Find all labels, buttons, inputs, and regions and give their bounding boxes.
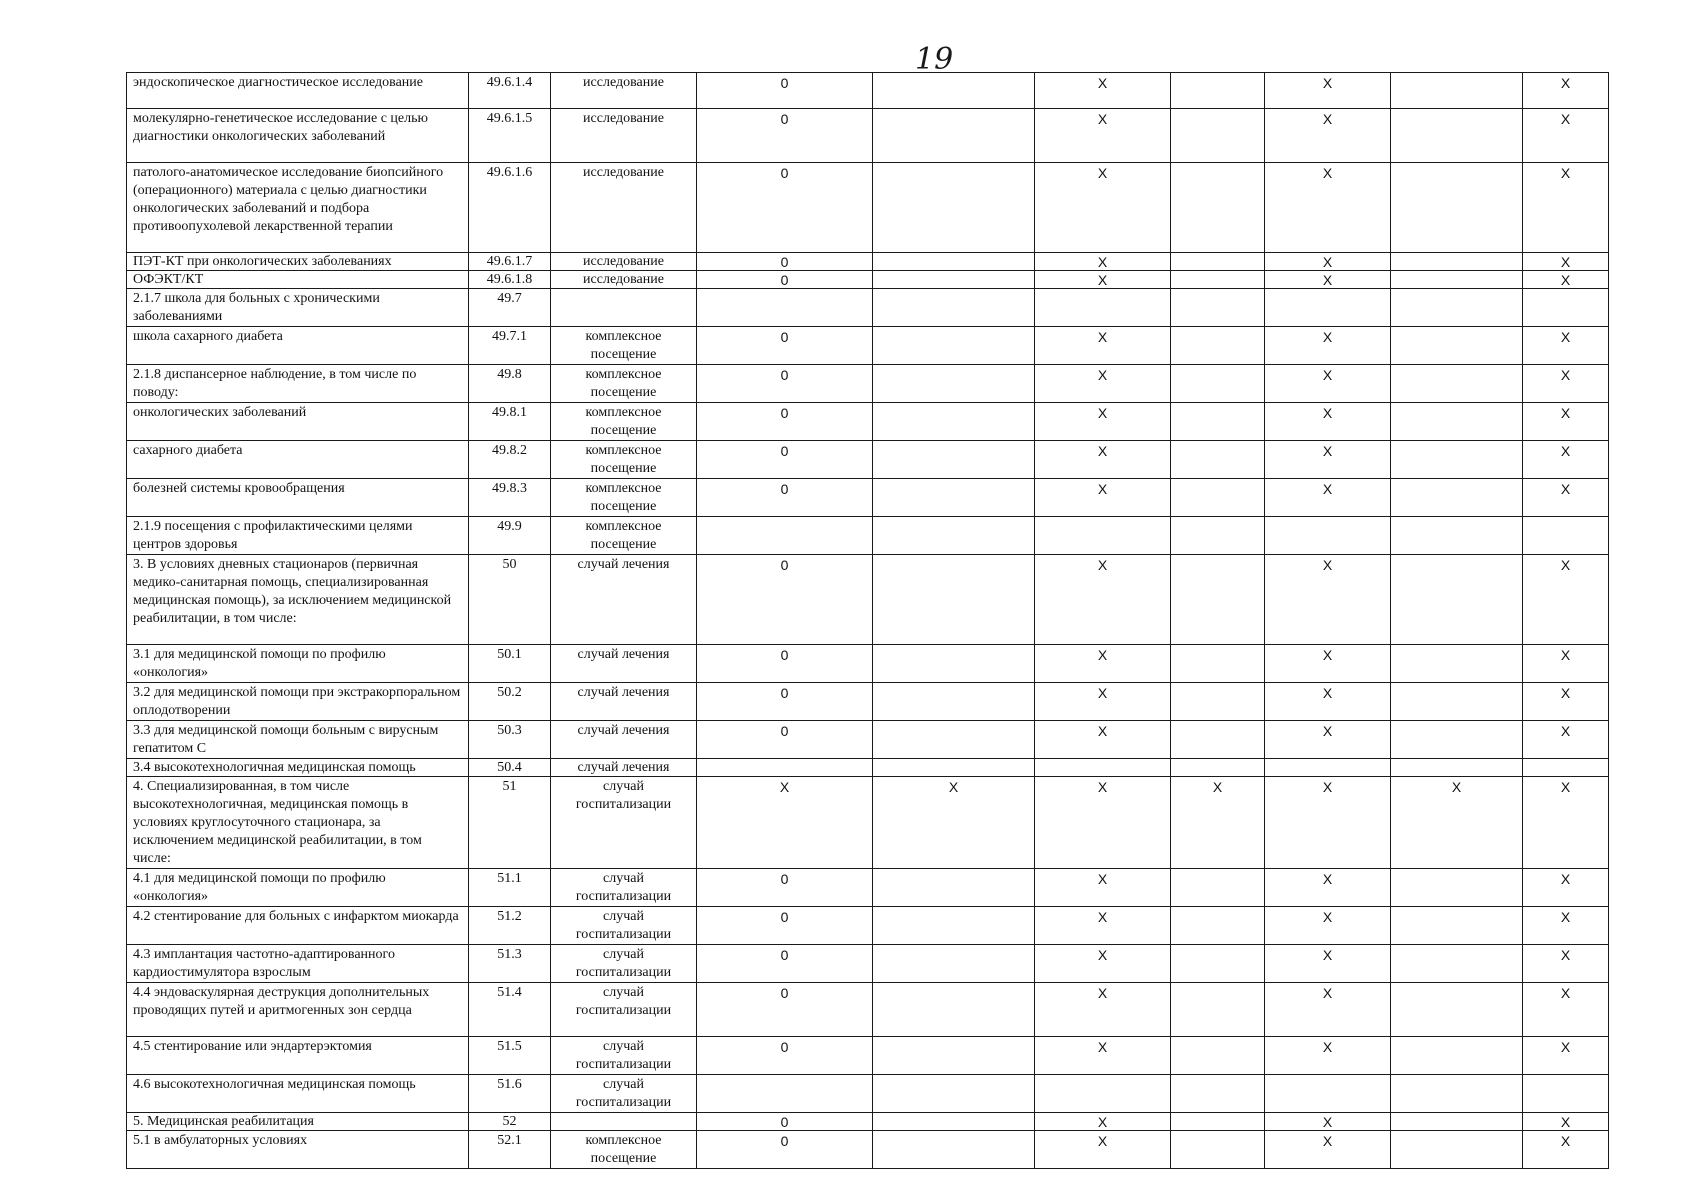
value-cell <box>873 271 1035 289</box>
value-cell: X <box>1523 945 1609 983</box>
value-cell <box>873 759 1035 777</box>
value-cell <box>1035 1075 1171 1113</box>
value-cell <box>1171 645 1265 683</box>
value-cell <box>873 1113 1035 1131</box>
value-cell <box>1171 479 1265 517</box>
table-row <box>127 517 1609 555</box>
row-name-cell: ПЭТ-КТ при онкологических заболеваниях <box>127 253 469 271</box>
value-cell <box>1171 555 1265 645</box>
row-name-cell: 2.1.7 школа для больных с хроническими заболеваниями <box>127 289 469 327</box>
value-cell <box>1171 365 1265 403</box>
row-name-cell: онкологических заболеваний <box>127 403 469 441</box>
row-unit-cell: исследование <box>551 271 697 289</box>
value-cell: X <box>1035 109 1171 163</box>
value-cell <box>1171 945 1265 983</box>
value-cell: X <box>1265 683 1391 721</box>
value-cell <box>873 109 1035 163</box>
value-cell: X <box>1035 365 1171 403</box>
row-unit-cell: исследование <box>551 73 697 109</box>
data-table <box>126 72 1609 1169</box>
value-cell: X <box>1035 983 1171 1037</box>
value-cell <box>1265 517 1391 555</box>
row-unit-cell: случай лечения <box>551 555 697 645</box>
row-unit-cell: исследование <box>551 109 697 163</box>
row-name-cell: 2.1.8 диспансерное наблюдение, в том числе по поводу: <box>127 365 469 403</box>
value-cell: X <box>1523 441 1609 479</box>
value-cell: 0 <box>697 945 873 983</box>
row-unit-cell: комплексное посещение <box>551 365 697 403</box>
value-cell <box>1391 721 1523 759</box>
value-cell: 0 <box>697 645 873 683</box>
row-unit-cell: комплексное посещение <box>551 403 697 441</box>
value-cell <box>873 441 1035 479</box>
row-unit-cell: случай лечения <box>551 683 697 721</box>
row-name-cell: 5. Медицинская реабилитация <box>127 1113 469 1131</box>
value-cell: X <box>1265 945 1391 983</box>
table-row <box>127 555 1609 645</box>
value-cell <box>873 479 1035 517</box>
value-cell: X <box>1523 721 1609 759</box>
row-name-cell: 3.3 для медицинской помощи больным с вирусным гепатитом С <box>127 721 469 759</box>
value-cell <box>1391 759 1523 777</box>
row-unit-cell: случай лечения <box>551 645 697 683</box>
row-number-cell: 49.6.1.6 <box>469 163 551 253</box>
table-row <box>127 683 1609 721</box>
value-cell: 0 <box>697 907 873 945</box>
value-cell <box>1171 907 1265 945</box>
value-cell: X <box>1035 1037 1171 1075</box>
row-number-cell: 51.1 <box>469 869 551 907</box>
value-cell <box>1035 759 1171 777</box>
page-number: 19 <box>915 42 954 77</box>
value-cell: 0 <box>697 163 873 253</box>
row-unit-cell: случай лечения <box>551 759 697 777</box>
row-number-cell: 50.1 <box>469 645 551 683</box>
value-cell: X <box>1265 73 1391 109</box>
row-name-cell: 2.1.9 посещения с профилактическими целями центров здоровья <box>127 517 469 555</box>
value-cell: X <box>1265 555 1391 645</box>
table-row <box>127 869 1609 907</box>
value-cell <box>1523 289 1609 327</box>
value-cell: X <box>1523 645 1609 683</box>
value-cell <box>1391 945 1523 983</box>
value-cell: X <box>1035 555 1171 645</box>
table-row <box>127 163 1609 253</box>
row-unit-cell: случай госпитализации <box>551 777 697 869</box>
value-cell: X <box>1523 163 1609 253</box>
row-name-cell: 3.1 для медицинской помощи по профилю «онкология» <box>127 645 469 683</box>
value-cell <box>1171 683 1265 721</box>
row-unit-cell: комплексное посещение <box>551 517 697 555</box>
value-cell <box>1171 271 1265 289</box>
value-cell: X <box>1035 271 1171 289</box>
value-cell <box>873 1075 1035 1113</box>
value-cell <box>1171 517 1265 555</box>
row-number-cell: 49.6.1.7 <box>469 253 551 271</box>
value-cell: X <box>1035 1113 1171 1131</box>
row-number-cell: 49.8.3 <box>469 479 551 517</box>
value-cell <box>873 721 1035 759</box>
value-cell <box>1265 759 1391 777</box>
value-cell: X <box>1265 441 1391 479</box>
row-unit-cell: случай госпитализации <box>551 983 697 1037</box>
row-number-cell: 49.6.1.8 <box>469 271 551 289</box>
row-unit-cell: исследование <box>551 163 697 253</box>
value-cell <box>873 365 1035 403</box>
value-cell: 0 <box>697 271 873 289</box>
value-cell: X <box>1265 271 1391 289</box>
value-cell <box>873 289 1035 327</box>
table-row <box>127 1113 1609 1131</box>
row-unit-cell: исследование <box>551 253 697 271</box>
value-cell <box>1391 1113 1523 1131</box>
table-body <box>127 73 1609 1169</box>
row-name-cell: ОФЭКТ/КТ <box>127 271 469 289</box>
row-name-cell: 3. В условиях дневных стационаров (первичная медико-санитарная помощь, специализированная медицинская помощь), за исключением медицинской реабилитации, в том числе: <box>127 555 469 645</box>
value-cell: X <box>1035 73 1171 109</box>
value-cell: X <box>1523 403 1609 441</box>
row-number-cell: 51.6 <box>469 1075 551 1113</box>
value-cell <box>873 645 1035 683</box>
row-number-cell: 50.2 <box>469 683 551 721</box>
value-cell <box>1171 1131 1265 1169</box>
table-row <box>127 759 1609 777</box>
row-unit-cell: комплексное посещение <box>551 441 697 479</box>
value-cell <box>697 517 873 555</box>
row-name-cell: 4.2 стентирование для больных с инфарктом миокарда <box>127 907 469 945</box>
value-cell: X <box>1523 365 1609 403</box>
table-row <box>127 1131 1609 1169</box>
value-cell: 0 <box>697 403 873 441</box>
row-unit-cell <box>551 289 697 327</box>
value-cell: 0 <box>697 1037 873 1075</box>
row-unit-cell: комплексное посещение <box>551 327 697 365</box>
row-number-cell: 51.2 <box>469 907 551 945</box>
value-cell <box>1391 645 1523 683</box>
row-unit-cell: случай госпитализации <box>551 1075 697 1113</box>
value-cell <box>1391 403 1523 441</box>
row-unit-cell: случай госпитализации <box>551 869 697 907</box>
row-name-cell: школа сахарного диабета <box>127 327 469 365</box>
value-cell <box>1171 869 1265 907</box>
value-cell <box>1391 289 1523 327</box>
row-number-cell: 50.4 <box>469 759 551 777</box>
value-cell: X <box>1523 869 1609 907</box>
value-cell <box>697 759 873 777</box>
row-name-cell: 4.4 эндоваскулярная деструкция дополнительных проводящих путей и аритмогенных зон сердца <box>127 983 469 1037</box>
value-cell: X <box>1265 721 1391 759</box>
value-cell: X <box>1265 479 1391 517</box>
value-cell: X <box>1523 683 1609 721</box>
row-name-cell: сахарного диабета <box>127 441 469 479</box>
row-name-cell: 4.6 высокотехнологичная медицинская помощь <box>127 1075 469 1113</box>
value-cell <box>1265 1075 1391 1113</box>
value-cell: 0 <box>697 253 873 271</box>
row-name-cell: 4.1 для медицинской помощи по профилю «онкология» <box>127 869 469 907</box>
value-cell: X <box>1035 1131 1171 1169</box>
value-cell <box>873 73 1035 109</box>
value-cell: 0 <box>697 327 873 365</box>
value-cell <box>873 907 1035 945</box>
row-name-cell: 4.3 имплантация частотно-адаптированного кардиостимулятора взрослым <box>127 945 469 983</box>
value-cell: 0 <box>697 109 873 163</box>
value-cell: X <box>1265 365 1391 403</box>
value-cell: X <box>1523 271 1609 289</box>
value-cell <box>1391 327 1523 365</box>
value-cell: 0 <box>697 479 873 517</box>
table-row <box>127 271 1609 289</box>
row-name-cell: 4. Специализированная, в том числе высокотехнологичная, медицинская помощь в условиях круглосуточного стационара, за исключением медицинской реабилитации, в том числе: <box>127 777 469 869</box>
row-number-cell: 49.9 <box>469 517 551 555</box>
table-row <box>127 403 1609 441</box>
value-cell: 0 <box>697 555 873 645</box>
row-name-cell: 3.2 для медицинской помощи при экстракорпоральном оплодотворении <box>127 683 469 721</box>
row-number-cell: 49.6.1.4 <box>469 73 551 109</box>
value-cell <box>1391 555 1523 645</box>
value-cell <box>1171 1075 1265 1113</box>
value-cell: X <box>1523 253 1609 271</box>
table-row <box>127 365 1609 403</box>
value-cell: X <box>1265 109 1391 163</box>
row-unit-cell: случай госпитализации <box>551 945 697 983</box>
value-cell <box>1171 1113 1265 1131</box>
value-cell <box>1391 517 1523 555</box>
table-row <box>127 983 1609 1037</box>
table-row <box>127 1037 1609 1075</box>
value-cell <box>1171 109 1265 163</box>
value-cell: 0 <box>697 441 873 479</box>
row-unit-cell: комплексное посещение <box>551 1131 697 1169</box>
table-row <box>127 73 1609 109</box>
value-cell <box>1391 365 1523 403</box>
value-cell <box>1391 983 1523 1037</box>
value-cell: X <box>1265 645 1391 683</box>
value-cell: X <box>1035 683 1171 721</box>
row-number-cell: 52.1 <box>469 1131 551 1169</box>
value-cell: X <box>1171 777 1265 869</box>
value-cell: X <box>1265 1113 1391 1131</box>
value-cell: X <box>1265 907 1391 945</box>
value-cell <box>873 683 1035 721</box>
row-number-cell: 49.8 <box>469 365 551 403</box>
value-cell: X <box>1391 777 1523 869</box>
row-unit-cell: случай лечения <box>551 721 697 759</box>
value-cell <box>1171 289 1265 327</box>
row-number-cell: 51.4 <box>469 983 551 1037</box>
value-cell <box>1171 1037 1265 1075</box>
row-number-cell: 49.7 <box>469 289 551 327</box>
value-cell: X <box>1035 403 1171 441</box>
table-row <box>127 721 1609 759</box>
row-number-cell: 49.6.1.5 <box>469 109 551 163</box>
value-cell <box>1391 163 1523 253</box>
value-cell: X <box>1523 327 1609 365</box>
value-cell: X <box>1523 907 1609 945</box>
row-number-cell: 49.8.1 <box>469 403 551 441</box>
row-number-cell: 51.5 <box>469 1037 551 1075</box>
value-cell <box>873 253 1035 271</box>
value-cell <box>1171 163 1265 253</box>
value-cell: X <box>1035 253 1171 271</box>
row-name-cell: эндоскопическое диагностическое исследование <box>127 73 469 109</box>
value-cell <box>1391 73 1523 109</box>
value-cell: X <box>1265 777 1391 869</box>
row-unit-cell: случай госпитализации <box>551 907 697 945</box>
value-cell <box>1391 1131 1523 1169</box>
row-unit-cell <box>551 1113 697 1131</box>
value-cell <box>1171 441 1265 479</box>
value-cell: X <box>1265 983 1391 1037</box>
table-row <box>127 441 1609 479</box>
value-cell <box>1391 683 1523 721</box>
row-unit-cell: комплексное посещение <box>551 479 697 517</box>
value-cell <box>1171 759 1265 777</box>
value-cell: X <box>1523 479 1609 517</box>
value-cell <box>873 983 1035 1037</box>
row-name-cell: 3.4 высокотехнологичная медицинская помощь <box>127 759 469 777</box>
value-cell: X <box>1265 869 1391 907</box>
table-row <box>127 907 1609 945</box>
value-cell <box>1391 1037 1523 1075</box>
value-cell <box>873 1131 1035 1169</box>
value-cell: X <box>1035 945 1171 983</box>
value-cell: 0 <box>697 365 873 403</box>
value-cell <box>1171 253 1265 271</box>
value-cell: X <box>1035 441 1171 479</box>
value-cell <box>1391 479 1523 517</box>
value-cell: X <box>1265 1131 1391 1169</box>
value-cell: 0 <box>697 1113 873 1131</box>
row-number-cell: 50.3 <box>469 721 551 759</box>
value-cell: X <box>1523 1131 1609 1169</box>
value-cell: X <box>1523 777 1609 869</box>
value-cell <box>873 517 1035 555</box>
value-cell <box>1171 403 1265 441</box>
value-cell: 0 <box>697 721 873 759</box>
value-cell <box>1391 253 1523 271</box>
value-cell: X <box>873 777 1035 869</box>
table-row <box>127 327 1609 365</box>
value-cell: 0 <box>697 983 873 1037</box>
value-cell <box>1391 441 1523 479</box>
value-cell <box>873 327 1035 365</box>
value-cell <box>1391 907 1523 945</box>
value-cell: X <box>1035 907 1171 945</box>
row-number-cell: 51.3 <box>469 945 551 983</box>
value-cell <box>1171 721 1265 759</box>
table-row <box>127 289 1609 327</box>
value-cell: X <box>1035 327 1171 365</box>
row-name-cell: молекулярно-генетическое исследование с целью диагностики онкологических заболеваний <box>127 109 469 163</box>
value-cell: X <box>1523 555 1609 645</box>
table-row <box>127 253 1609 271</box>
value-cell <box>873 403 1035 441</box>
value-cell: 0 <box>697 1131 873 1169</box>
table-row <box>127 945 1609 983</box>
value-cell: 0 <box>697 869 873 907</box>
value-cell <box>697 289 873 327</box>
value-cell: X <box>1523 983 1609 1037</box>
value-cell <box>1035 289 1171 327</box>
value-cell: 0 <box>697 683 873 721</box>
value-cell <box>1171 73 1265 109</box>
value-cell: X <box>697 777 873 869</box>
value-cell <box>873 869 1035 907</box>
value-cell <box>1391 869 1523 907</box>
value-cell <box>873 1037 1035 1075</box>
row-number-cell: 52 <box>469 1113 551 1131</box>
value-cell <box>697 1075 873 1113</box>
value-cell: 0 <box>697 73 873 109</box>
value-cell <box>873 945 1035 983</box>
value-cell <box>1265 289 1391 327</box>
row-number-cell: 51 <box>469 777 551 869</box>
value-cell <box>1171 327 1265 365</box>
value-cell: X <box>1523 1113 1609 1131</box>
row-name-cell: болезней системы кровообращения <box>127 479 469 517</box>
value-cell <box>1391 109 1523 163</box>
value-cell: X <box>1265 1037 1391 1075</box>
row-unit-cell: случай госпитализации <box>551 1037 697 1075</box>
value-cell: X <box>1035 869 1171 907</box>
row-name-cell: 4.5 стентирование или эндартерэктомия <box>127 1037 469 1075</box>
table-row <box>127 109 1609 163</box>
value-cell <box>1523 517 1609 555</box>
value-cell <box>1035 517 1171 555</box>
value-cell: X <box>1035 721 1171 759</box>
row-number-cell: 49.7.1 <box>469 327 551 365</box>
value-cell: X <box>1265 327 1391 365</box>
row-name-cell: 5.1 в амбулаторных условиях <box>127 1131 469 1169</box>
value-cell: X <box>1035 777 1171 869</box>
value-cell: X <box>1265 403 1391 441</box>
row-number-cell: 49.8.2 <box>469 441 551 479</box>
table-row <box>127 1075 1609 1113</box>
value-cell: X <box>1035 645 1171 683</box>
value-cell: X <box>1265 253 1391 271</box>
value-cell: X <box>1523 73 1609 109</box>
table-row <box>127 645 1609 683</box>
value-cell: X <box>1265 163 1391 253</box>
value-cell <box>873 163 1035 253</box>
value-cell: X <box>1035 479 1171 517</box>
value-cell <box>1171 983 1265 1037</box>
row-name-cell: патолого-анатомическое исследование биопсийного (операционного) материала с целью диагностики онкологических заболеваний и подбора противоопухолевой лекарственной терапии <box>127 163 469 253</box>
table-row <box>127 777 1609 869</box>
value-cell: X <box>1523 109 1609 163</box>
value-cell <box>1391 1075 1523 1113</box>
row-number-cell: 50 <box>469 555 551 645</box>
table-row <box>127 479 1609 517</box>
value-cell: X <box>1523 1037 1609 1075</box>
value-cell: X <box>1035 163 1171 253</box>
value-cell <box>873 555 1035 645</box>
value-cell <box>1523 1075 1609 1113</box>
value-cell <box>1391 271 1523 289</box>
value-cell <box>1523 759 1609 777</box>
